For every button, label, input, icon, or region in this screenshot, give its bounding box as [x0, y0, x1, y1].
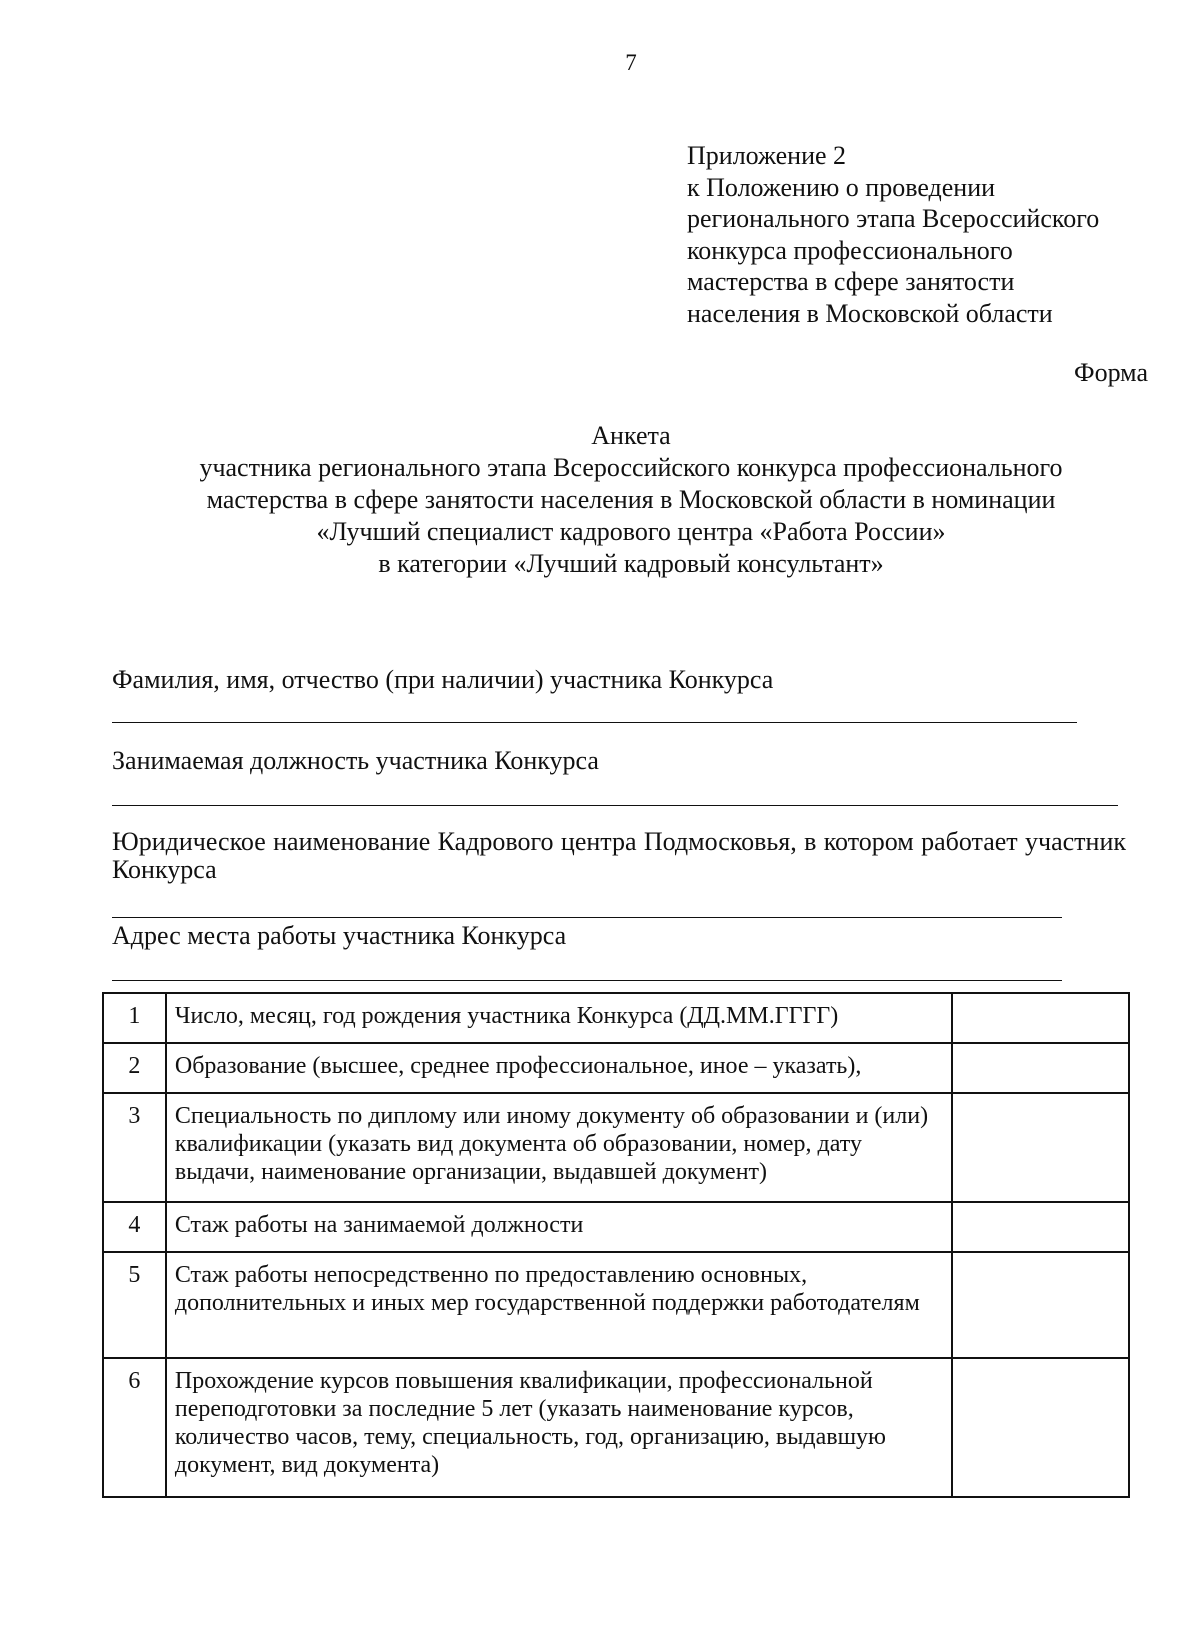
row-question: Стаж работы на занимаемой должности — [166, 1202, 952, 1252]
table-row — [103, 1093, 1129, 1202]
appendix-line: конкурса профессионального — [687, 235, 1013, 265]
legal-name-label: Юридическое наименование Кадрового центра Подмосковья, в котором работает участник Конкурса — [112, 827, 1126, 884]
title-heading: Анкета — [591, 421, 671, 450]
row-number: 1 — [103, 993, 166, 1043]
row-question: Стаж работы непосредственно по предоставлению основных, дополнительных и иных мер государственной поддержки работодателям — [166, 1252, 952, 1358]
form-label: Форма — [1074, 358, 1148, 387]
position-line[interactable] — [112, 805, 1118, 806]
position-label: Занимаемая должность участника Конкурса — [112, 746, 599, 775]
row-number: 6 — [103, 1358, 166, 1497]
row-question: Прохождение курсов повышения квалификации, профессиональной переподготовки за последние 5 лет (указать наименование курсов, количество часов, тему, специальность, год, организацию, выдавшую документ, вид документа) — [166, 1358, 952, 1497]
appendix-line: Приложение 2 — [687, 141, 847, 170]
row-number: 4 — [103, 1202, 166, 1252]
full-name-label: Фамилия, имя, отчество (при наличии) участника Конкурса — [112, 665, 774, 694]
appendix-line: регионального этапа Всероссийского — [687, 204, 1100, 233]
row-answer-cell[interactable] — [952, 1043, 1129, 1093]
title-line: мастерства в сфере занятости населения в Московской области в номинации — [206, 485, 1056, 514]
table-row — [103, 1202, 1129, 1252]
table-row — [103, 993, 1129, 1043]
appendix-line: мастерства в сфере занятости — [687, 267, 1015, 296]
row-answer-cell[interactable] — [952, 1358, 1129, 1497]
address-label: Адрес места работы участника Конкурса — [112, 921, 567, 950]
row-question: Специальность по диплому или иному документу об образовании и (или) квалификации (указать вид документа об образовании, номер, дату выдачи, наименование организации, выдавшей документ) — [166, 1093, 952, 1202]
row-answer-cell[interactable] — [952, 1252, 1129, 1358]
legal-name-line[interactable] — [112, 917, 1062, 918]
questionnaire-table — [102, 992, 1130, 1498]
table-row — [103, 1043, 1129, 1093]
row-answer-cell[interactable] — [952, 1202, 1129, 1252]
appendix-reference — [687, 140, 1099, 329]
appendix-line: населения в Московской области — [687, 298, 1053, 328]
row-answer-cell[interactable] — [952, 1093, 1129, 1202]
title-line: участника регионального этапа Всероссийского конкурса профессионального — [199, 453, 1063, 482]
row-number: 2 — [103, 1043, 166, 1093]
appendix-line: к Положению о проведении — [687, 172, 996, 202]
title-line: в категории «Лучший кадровый консультант» — [378, 549, 884, 578]
row-number: 5 — [103, 1252, 166, 1358]
row-question: Образование (высшее, среднее профессиональное, иное – указать), — [166, 1043, 952, 1093]
document-title — [100, 420, 1162, 580]
row-number: 3 — [103, 1093, 166, 1202]
full-name-line[interactable] — [112, 722, 1077, 723]
title-line: «Лучший специалист кадрового центра «Работа России» — [316, 517, 946, 546]
page-number: 7 — [625, 50, 637, 75]
table-row — [103, 1252, 1129, 1358]
address-line[interactable] — [112, 980, 1062, 981]
table-row — [103, 1358, 1129, 1497]
row-answer-cell[interactable] — [952, 993, 1129, 1043]
row-question: Число, месяц, год рождения участника Конкурса (ДД.ММ.ГГГГ) — [166, 993, 952, 1043]
